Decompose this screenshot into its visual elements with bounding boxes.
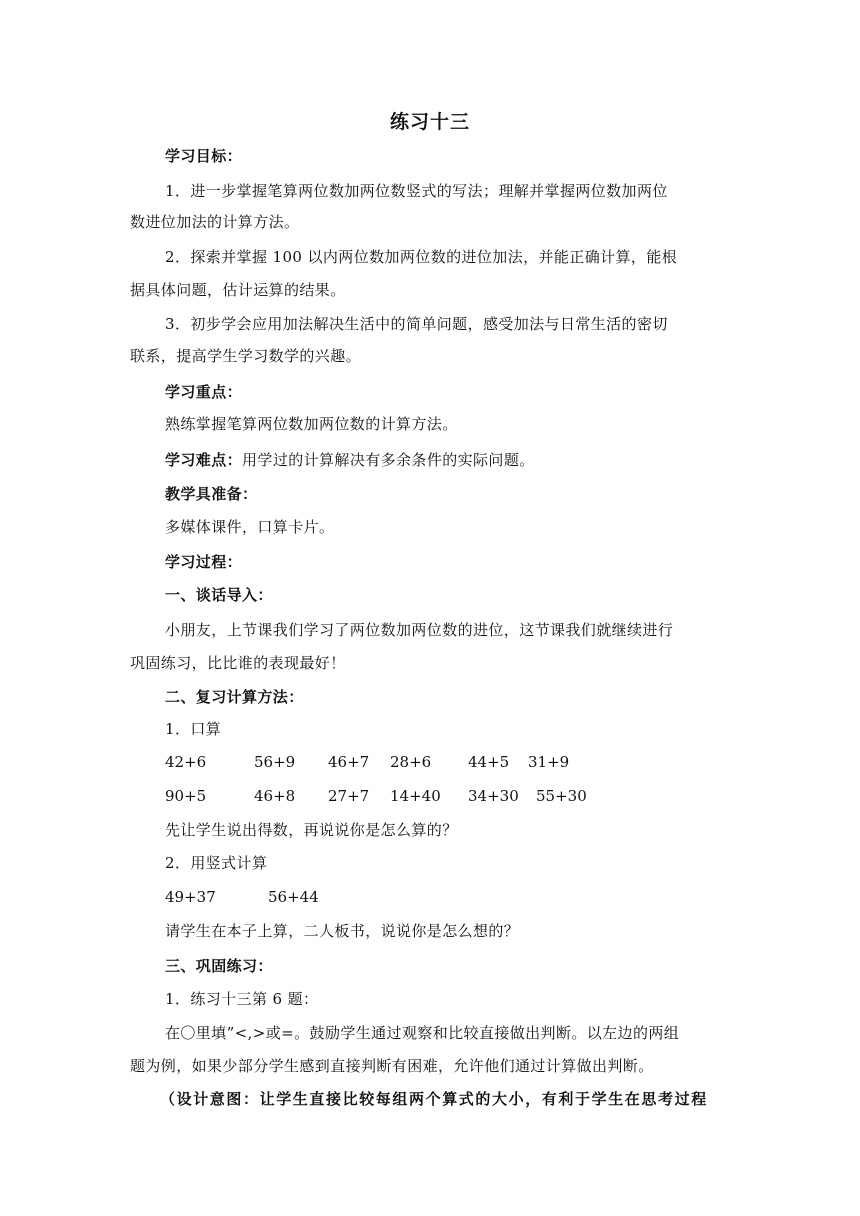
difficulty-heading: 学习难点： <box>165 451 243 469</box>
objective-1-line-1: 1．进一步掌握笔算两位数加两位数竖式的写法；理解并掌握两位数加两位 <box>165 182 668 200</box>
objective-2-line-1: 2．探索并掌握 100 以内两位数加两位数的进位加法，并能正确计算，能根 <box>165 248 678 266</box>
vertical-calc-note: 请学生在本子上算，二人板书，说说你是怎么想的？ <box>165 922 520 940</box>
vertical-calc-label: 2．用竖式计算 <box>165 854 268 872</box>
design-intent-note: （设计意图：让学生直接比较每组两个算式的大小，有利于学生在思考过程 <box>160 1090 708 1108</box>
key-points-heading: 学习重点： <box>165 383 243 401</box>
oral-expr: 34+30 <box>468 787 519 805</box>
section-3-item-1: 1．练习十三第 6 题： <box>165 990 319 1008</box>
page-title: 练习十三 <box>389 111 470 133</box>
oral-expr: 46+7 <box>328 753 370 771</box>
preparation-heading: 教学具准备： <box>165 485 258 503</box>
difficulty-text: 用学过的计算解决有多余条件的实际问题。 <box>242 451 535 469</box>
section-3-heading: 三、巩固练习： <box>165 957 273 975</box>
oral-expr: 28+6 <box>390 753 432 771</box>
difficulty-line <box>165 450 735 470</box>
section-3-line-2: 题为例，如果少部分学生感到直接判断有困难，允许他们通过计算做出判断。 <box>130 1057 654 1075</box>
process-heading: 学习过程： <box>165 553 243 571</box>
objectives-heading: 学习目标： <box>165 147 243 165</box>
preparation-text: 多媒体课件，口算卡片。 <box>165 518 335 536</box>
section-1-heading: 一、谈话导入： <box>165 586 273 604</box>
oral-calc-label: 1．口算 <box>165 720 222 738</box>
objective-3-line-2: 联系，提高学生学习数学的兴趣。 <box>130 347 362 365</box>
oral-expr: 44+5 <box>468 753 510 771</box>
oral-expr: 14+40 <box>390 787 441 805</box>
oral-expr: 42+6 <box>165 753 207 771</box>
oral-expr: 55+30 <box>536 787 587 805</box>
section-2-heading: 二、复习计算方法： <box>165 688 304 706</box>
oral-expr: 46+8 <box>254 787 296 805</box>
oral-expr: 90+5 <box>165 787 207 805</box>
objective-1-line-2: 数进位加法的计算方法。 <box>130 213 300 231</box>
objective-3-line-1: 3．初步学会应用加法解决生活中的简单问题，感受加法与日常生活的密切 <box>165 315 668 333</box>
oral-expr: 27+7 <box>328 787 370 805</box>
objective-2-line-2: 据具体问题，估计运算的结果。 <box>130 281 346 299</box>
section-1-line-2: 巩固练习，比比谁的表现最好！ <box>130 654 346 672</box>
oral-expr: 31+9 <box>528 753 570 771</box>
vertical-expr: 49+37 <box>165 888 216 906</box>
key-points-text: 熟练掌握笔算两位数加两位数的计算方法。 <box>165 415 458 433</box>
section-1-line-1: 小朋友，上节课我们学习了两位数加两位数的进位，这节课我们就继续进行 <box>165 621 674 639</box>
vertical-expr: 56+44 <box>268 888 319 906</box>
oral-expr: 56+9 <box>254 753 296 771</box>
section-3-line-1: 在〇里填”<,>或=。鼓励学生通过观察和比较直接做出判断。以左边的两组 <box>165 1024 680 1042</box>
oral-calc-note: 先让学生说出得数，再说说你是怎么算的？ <box>165 821 458 839</box>
